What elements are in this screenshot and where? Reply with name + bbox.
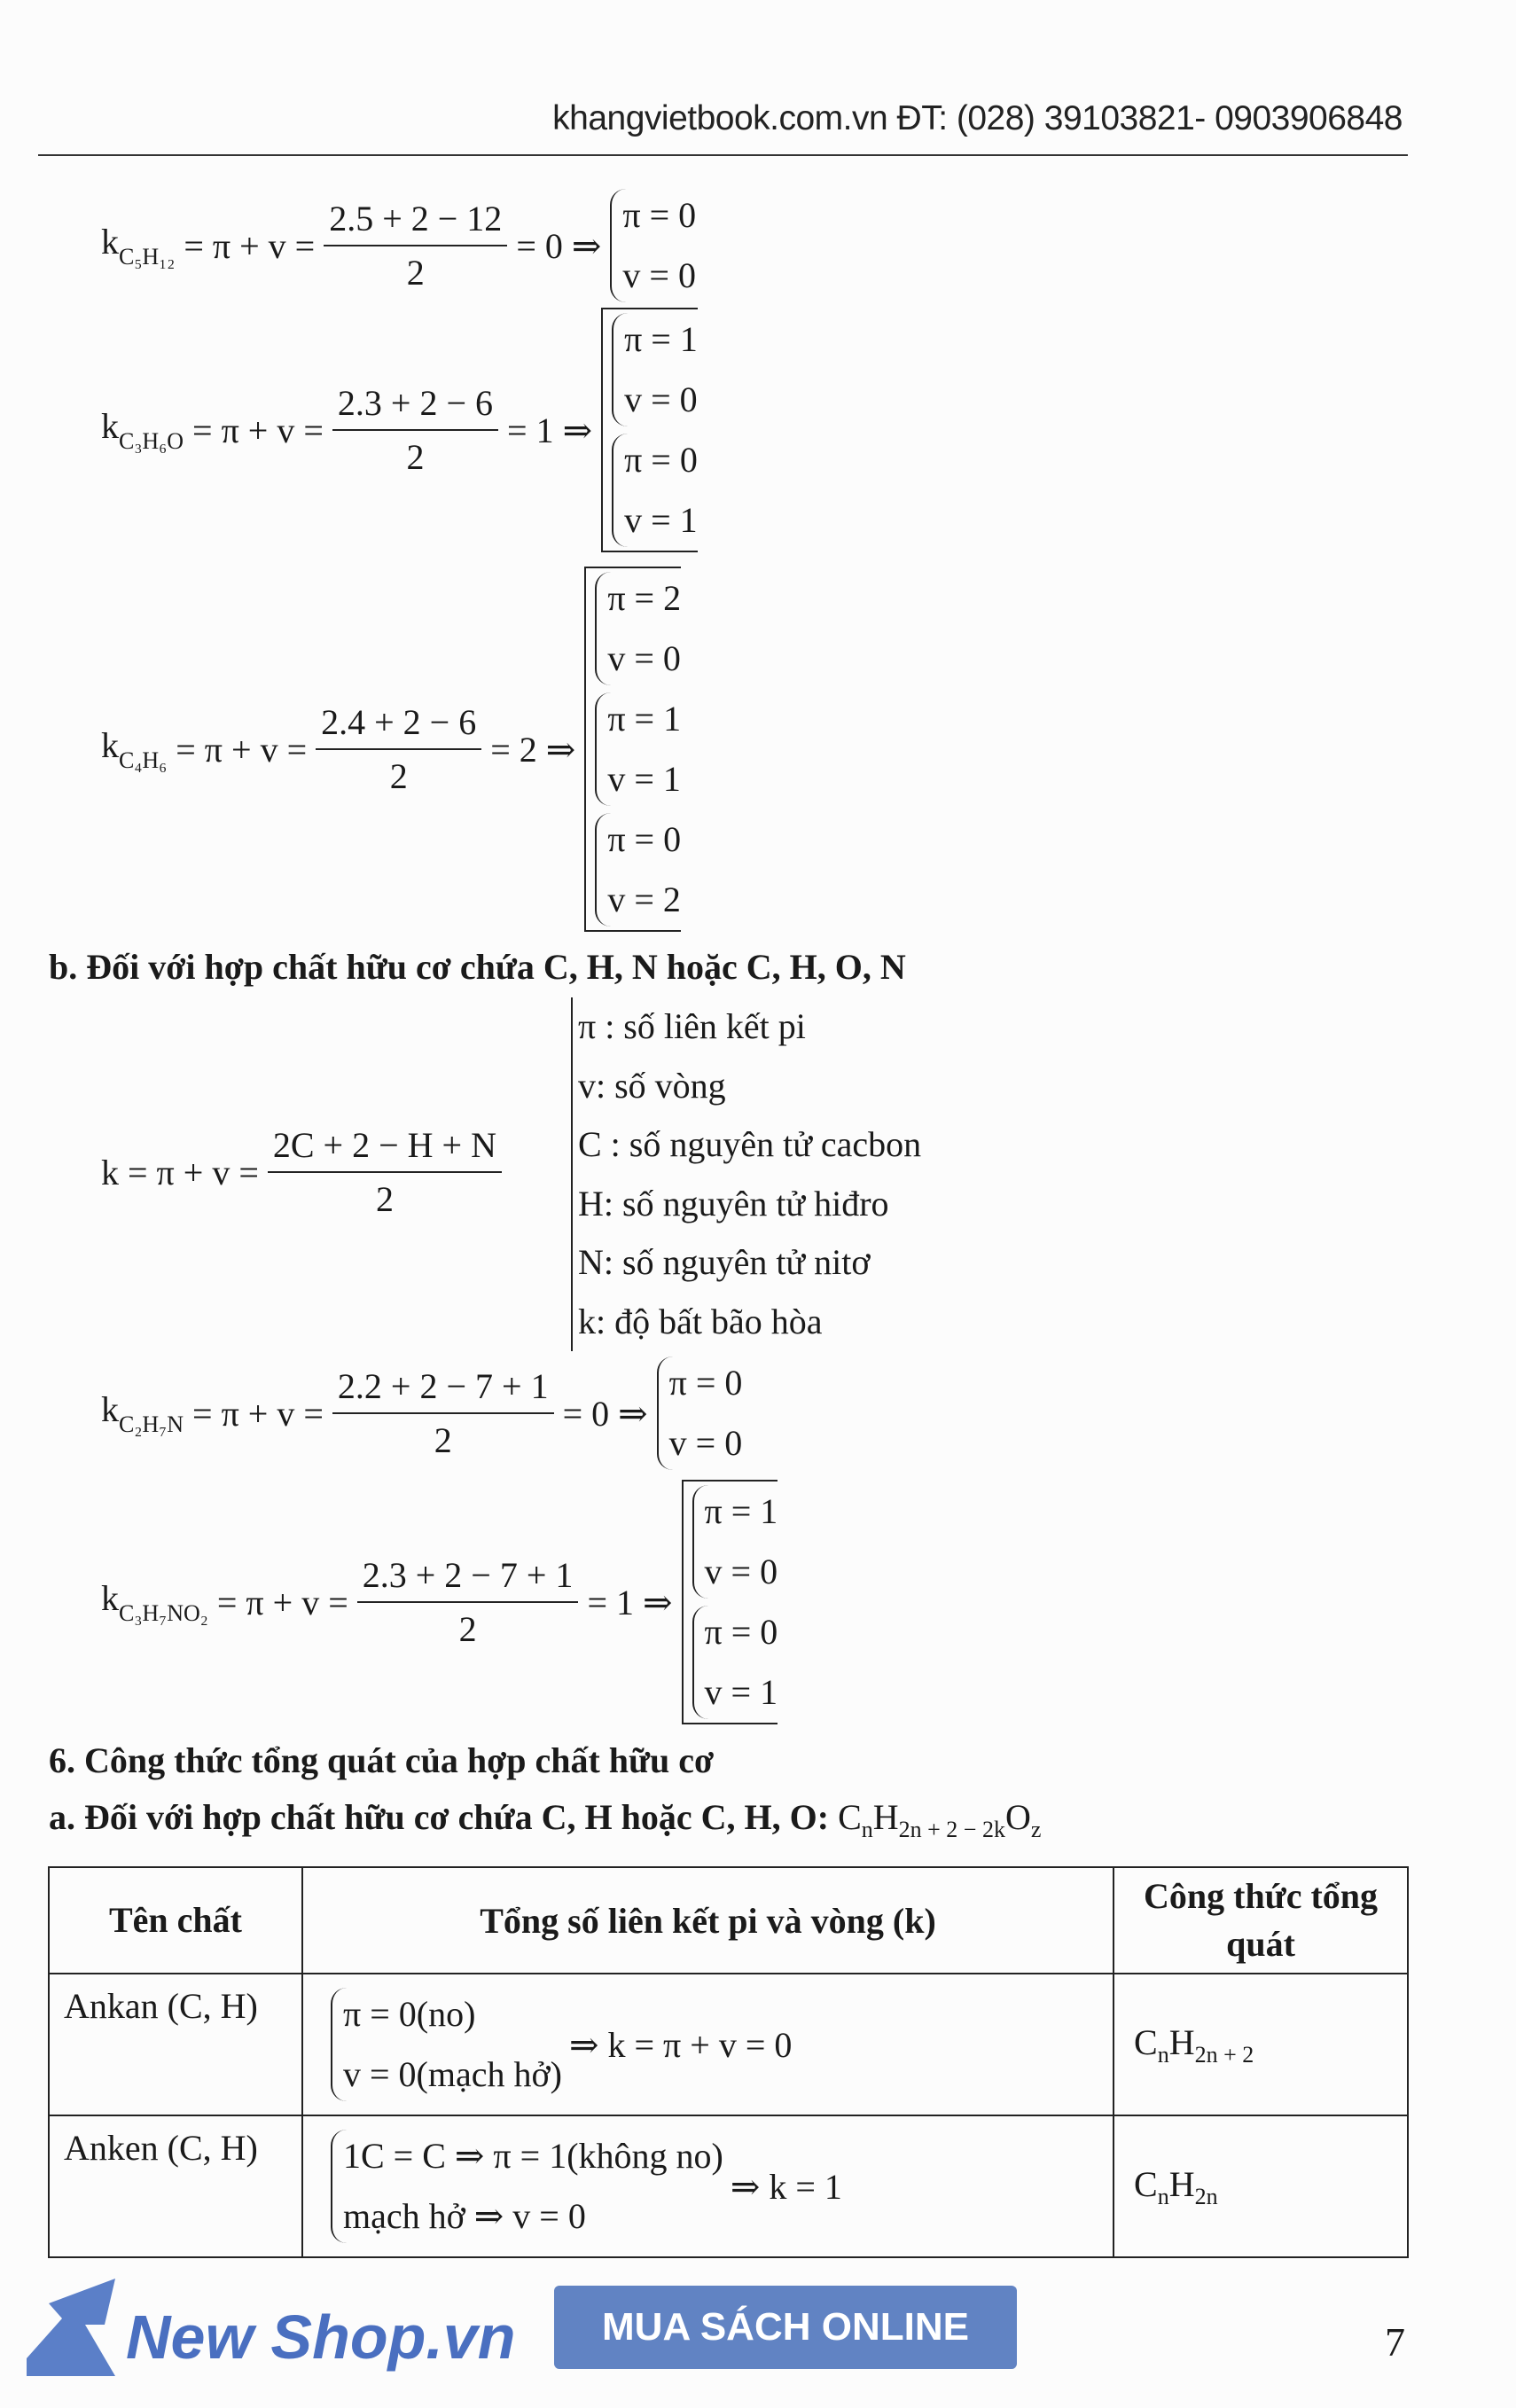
fraction: $\frac{2C + 2 - H + N}{2}$ — [268, 1124, 502, 1220]
case-bracket — [584, 567, 681, 932]
equation-mid: = π + v = — [184, 225, 316, 266]
equation-mid: = π + v = — [176, 729, 308, 770]
table-row — [49, 1974, 1408, 2115]
case-system: π = 1 v = 1 — [595, 692, 681, 806]
fraction: $\frac{2.5 + 2 - 12}{2}$ — [324, 198, 507, 293]
definition-item: H: số nguyên tử hiđro — [578, 1183, 889, 1224]
equation-c4h6 — [101, 567, 690, 932]
definition-item: k: độ bất bão hòa — [578, 1301, 823, 1341]
case-system: π = 0 v = 0 — [610, 189, 696, 302]
k-symbol: $k_{C_5H_{12}}$ — [101, 222, 176, 270]
case-system: π = 0 v = 0 — [657, 1356, 743, 1470]
case-system: π = 2 v = 0 — [595, 572, 681, 685]
definition-item: C : số nguyên tử cacbon — [578, 1124, 922, 1164]
row-formula: $C_nH_{2n}$ — [1114, 2115, 1408, 2257]
row-k: 1C = C ⇒ π = 1(không no) mạch hở ⇒ v = 0 ⇒ k = 1 — [302, 2115, 1114, 2257]
fraction: $\frac{2.3 + 2 - 7 + 1}{2}$ — [357, 1554, 579, 1650]
header-k: Tổng số liên kết pi và vòng (k) — [302, 1867, 1114, 1974]
section-b-heading: b. Đối với hợp chất hữu cơ chứa C, H, N hoặc C, H, O, N — [49, 947, 906, 987]
case-system: π = 0 v = 1 — [612, 434, 698, 547]
equation-c3h7no2 — [101, 1480, 786, 1724]
watermark-arrow-icon — [27, 2279, 115, 2376]
section-6-heading: 6. Công thức tổng quát của hợp chất hữu cơ — [49, 1740, 715, 1780]
equation-result: = 0 ⇒ — [562, 1393, 648, 1434]
general-formula — [101, 1124, 511, 1220]
table-row — [49, 2115, 1408, 2257]
equation-c5h12 — [101, 189, 705, 302]
definition-item: v: số vòng — [578, 1065, 726, 1106]
row-k: π = 0(no) v = 0(mạch hở) ⇒ k = π + v = 0 — [302, 1974, 1114, 2115]
row-name: Ankan (C, H) — [49, 1974, 302, 2115]
svg-text:New Shop.vn: New Shop.vn — [126, 2302, 516, 2372]
equation-result: = 1 ⇒ — [587, 1582, 673, 1622]
formula-table — [48, 1866, 1409, 2258]
equation-mid: = π + v = — [216, 1582, 348, 1622]
k-symbol: $k_{C_2H_7N}$ — [101, 1389, 184, 1437]
fraction: $\frac{2.3 + 2 - 6}{2}$ — [332, 382, 498, 478]
equation-result: = 2 ⇒ — [490, 729, 576, 770]
case-system: π = 0 v = 1 — [692, 1606, 778, 1719]
newshop-watermark — [27, 2270, 541, 2385]
k-symbol: $k_{C_3H_6O}$ — [101, 406, 184, 454]
buy-online-button[interactable]: MUA SÁCH ONLINE — [554, 2286, 1017, 2369]
definition-item: N: số nguyên tử nitơ — [578, 1242, 871, 1282]
row-formula: $C_nH_{2n + 2}$ — [1114, 1974, 1408, 2115]
fraction: $\frac{2.4 + 2 - 6}{2}$ — [316, 701, 481, 797]
row-name: Anken (C, H) — [49, 2115, 302, 2257]
table-header-row — [49, 1867, 1408, 1974]
case-system: π = 0 v = 2 — [595, 813, 681, 926]
header-formula: Công thức tổng quát — [1114, 1867, 1408, 1974]
equation-c3h6o — [101, 308, 707, 552]
general-lhs: k = π + v = — [101, 1152, 259, 1192]
header-name: Tên chất — [49, 1867, 302, 1974]
page-header: khangvietbook.com.vn ĐT: (028) 39103821- 0903906848 — [552, 99, 1403, 137]
section-6a-heading: a. Đối với hợp chất hữu cơ chứa C, H hoặc C, H, O: $C_nH_{2n + 2 - 2k}O_z$ — [49, 1797, 1042, 1842]
k-symbol: $k_{C_3H_7NO_2}$ — [101, 1578, 208, 1626]
equation-result: = 0 ⇒ — [516, 225, 602, 266]
equation-mid: = π + v = — [192, 410, 324, 450]
fraction: $\frac{2.2 + 2 - 7 + 1}{2}$ — [332, 1365, 554, 1461]
header-divider — [38, 154, 1408, 156]
case-bracket — [601, 308, 698, 552]
case-system: π = 1 v = 0 — [692, 1485, 778, 1599]
definition-item: π : số liên kết pi — [578, 1006, 806, 1046]
case-system: π = 1 v = 0 — [612, 313, 698, 426]
case-bracket — [682, 1480, 778, 1724]
k-symbol: $k_{C_4H_6}$ — [101, 725, 168, 773]
equation-result: = 1 ⇒ — [507, 410, 593, 450]
page-number: 7 — [1385, 2319, 1405, 2365]
equation-mid: = π + v = — [192, 1393, 324, 1434]
definitions-list — [571, 997, 921, 1351]
equation-c2h7n — [101, 1356, 751, 1470]
general-formula-cnh: $C_nH_{2n + 2 - 2k}O_z$ — [838, 1797, 1042, 1842]
